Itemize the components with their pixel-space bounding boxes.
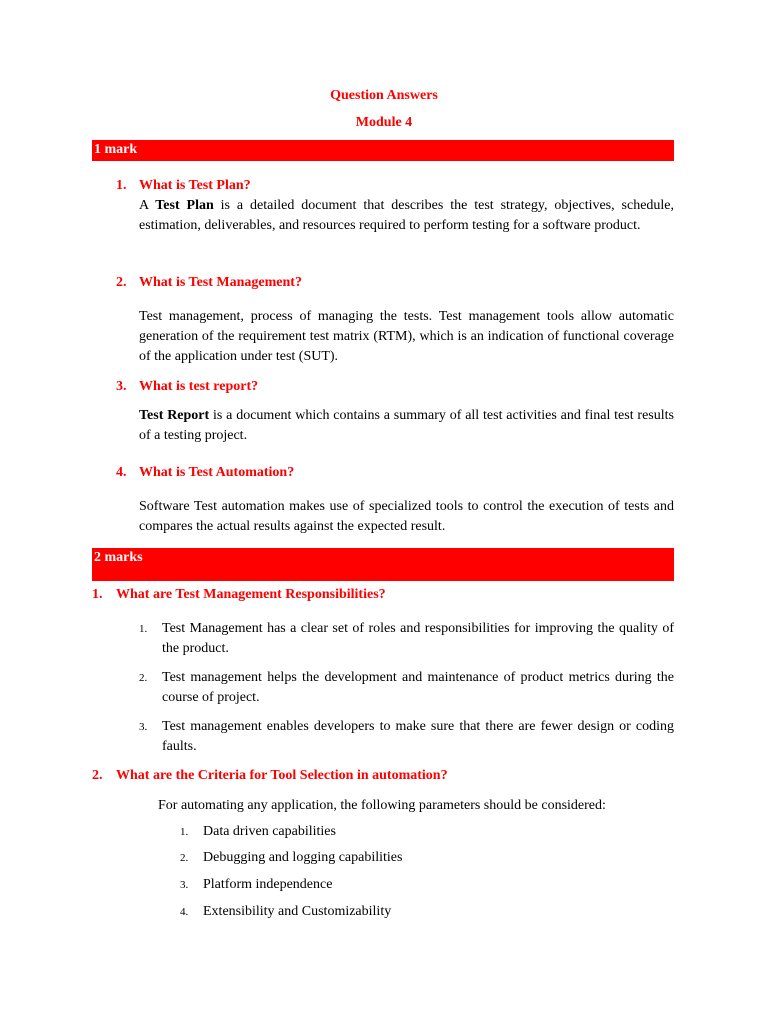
- list-item-number: 3.: [139, 721, 148, 733]
- list-item: Data driven capabilities: [203, 824, 336, 839]
- module-title: Module 4: [355, 115, 413, 130]
- section-bar-1-mark: 1 mark: [92, 140, 674, 161]
- question-heading: [116, 463, 294, 483]
- answer-term: Test Plan: [155, 198, 214, 213]
- answer-text: is a document which contains a summary of all test activities and final test results of a testing project.: [139, 408, 674, 443]
- list-item: Test management enables developers to make sure that there are fewer design or coding faults.: [162, 719, 674, 754]
- list-item: Test management helps the development and maintenance of product metrics during the course of project.: [162, 670, 674, 705]
- answer-paragraph: Test management, process of managing the tests. Test management tools allow automatic generation of the requirement test matrix (RTM), which is an indication of functional coverage of the application under test (SUT).: [139, 309, 674, 364]
- answer-paragraph: [139, 196, 674, 236]
- list-item: Test Management has a clear set of roles and responsibilities for improving the quality of the product.: [162, 621, 674, 656]
- section-bar-2-marks: 2 marks: [92, 548, 674, 581]
- answer-text: is a detailed document that describes the test strategy, objectives, schedule, estimation, deliverables, and resources required to perform testing for a software product.: [139, 198, 675, 233]
- question-text: What are Test Management Responsibilities?: [116, 587, 386, 602]
- answer-text: A: [139, 198, 156, 213]
- question-number: 2.: [92, 768, 103, 783]
- document-title: Question Answers: [330, 88, 438, 103]
- list-item-number: 2.: [139, 672, 148, 684]
- list-item-number: 2.: [180, 852, 189, 864]
- question-number: 1.: [116, 178, 127, 193]
- question-heading: [92, 585, 386, 605]
- answer-paragraph: [139, 406, 674, 446]
- question-heading: [116, 176, 251, 196]
- question-text: What is Test Management?: [139, 275, 302, 290]
- question-text: What are the Criteria for Tool Selection in automation?: [116, 768, 448, 783]
- answer-paragraph: Software Test automation makes use of specialized tools to control the execution of tests and compares the actual results against the expected result.: [139, 499, 674, 534]
- list-item-number: 4.: [180, 906, 189, 918]
- question-text: What is test report?: [139, 379, 259, 394]
- answer-term: Test Report: [139, 408, 210, 423]
- list-item-number: 1.: [139, 623, 148, 635]
- list-item: Platform independence: [203, 877, 333, 892]
- question-heading: [116, 377, 258, 397]
- question-heading: [92, 766, 448, 786]
- question-number: 1.: [92, 587, 103, 602]
- list-item: Debugging and logging capabilities: [203, 850, 403, 865]
- question-number: 3.: [116, 379, 127, 394]
- list-item: Extensibility and Customizability: [203, 904, 392, 919]
- question-number: 4.: [116, 465, 127, 480]
- question-number: 2.: [116, 275, 127, 290]
- list-item-number: 3.: [180, 879, 189, 891]
- list-item-number: 1.: [180, 826, 189, 838]
- question-text: What is Test Automation?: [139, 465, 295, 480]
- question-text: What is Test Plan?: [139, 178, 251, 193]
- intro-paragraph: For automating any application, the following parameters should be considered:: [158, 798, 606, 813]
- question-heading: [116, 273, 302, 293]
